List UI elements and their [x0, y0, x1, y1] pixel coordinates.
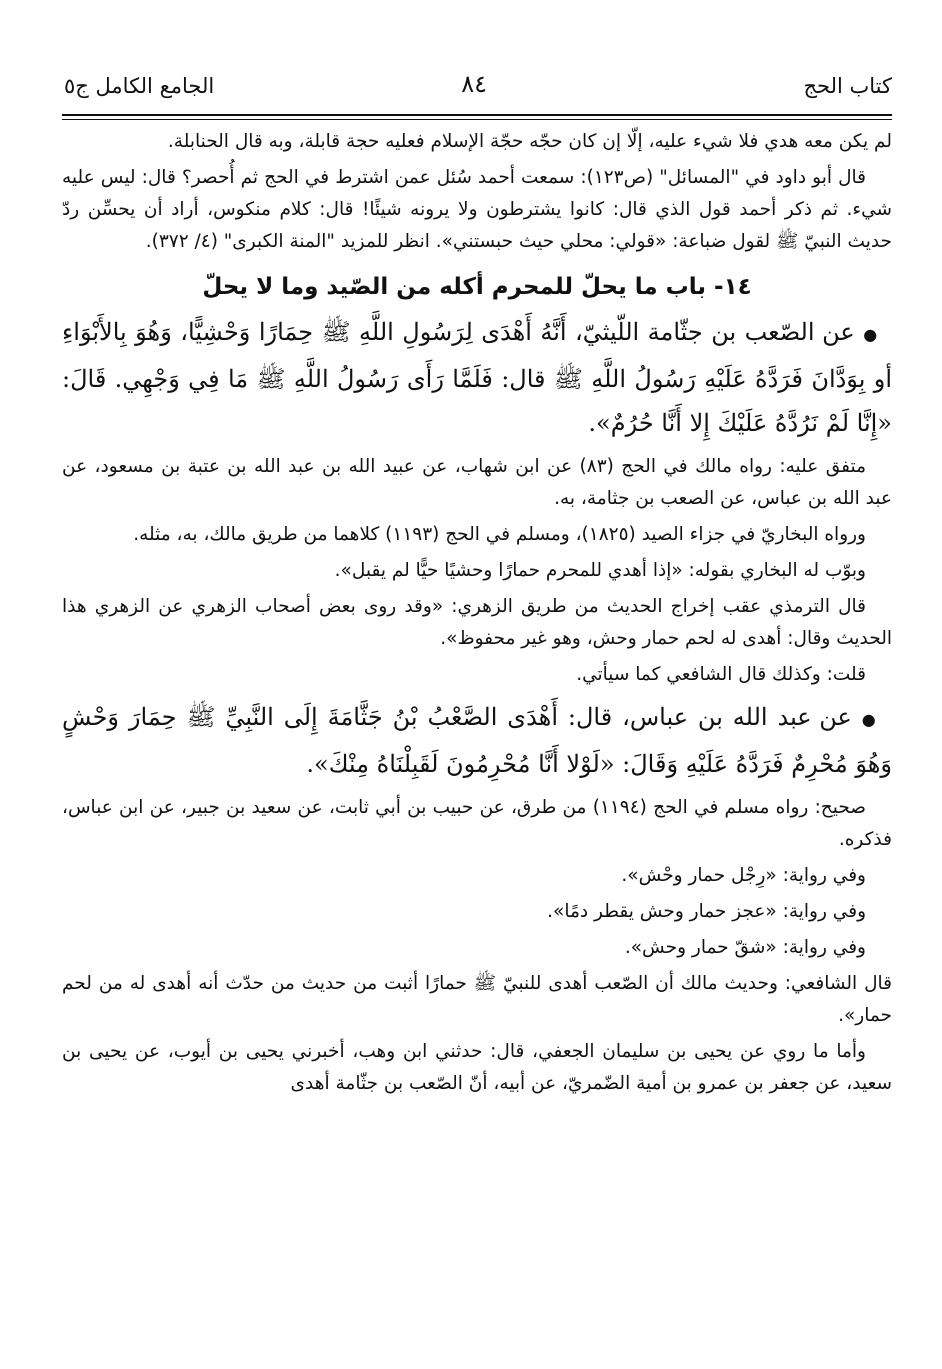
- hadith-text: [62, 310, 892, 445]
- header-rule-thin: [62, 119, 892, 120]
- hadith-body: عن الصّعب بن جثّامة اللّيثيّ، أَنَّهُ أَهْدَى لِرَسُولِ اللَّهِ ﷺ حِمَارًا وَحْشِيًّا، وَهُوَ بِالأَبْوَاءِ أو بِوَدَّانَ فَرَدَّهُ عَلَيْهِ رَسُولُ اللَّهِ ﷺ قال: فَلَمَّا رَأَى رَسُولُ اللَّهِ ﷺ مَا فِي وَجْهِي. قَالَ: «إِنَّا لَمْ نَرُدَّهُ عَلَيْكَ إِلا أَنَّا حُرُمٌ».: [62, 318, 892, 437]
- paragraph: قال الترمذي عقب إخراج الحديث من طريق الزهري: «وقد روى بعض أصحاب الزهري عن الزهري هذا الحديث وقال: أهدى له لحم حمار وحش، وهو غير محفوظ».: [62, 596, 892, 649]
- paragraph: وفي رواية: «شقّ حمار وحش».: [624, 937, 866, 958]
- header-rule: [62, 114, 892, 116]
- paragraph: صحيح: رواه مسلم في الحج (١١٩٤) من طرق، عن حبيب بن أبي ثابت، عن سعيد بن جبير، عن ابن عباس، فذكره.: [62, 797, 892, 850]
- page-body: [62, 126, 892, 1104]
- hadith-text: [62, 695, 892, 786]
- paragraph: قلت: وكذلك قال الشافعي كما سيأتي.: [576, 664, 866, 685]
- paragraph: ورواه البخاريّ في جزاء الصيد (١٨٢٥)، ومسلم في الحج (١١٩٣) كلاهما من طريق مالك، به، مثله.: [133, 524, 866, 545]
- paragraph: قال الشافعي: وحديث مالك أن الصّعب أهدى للنبيّ ﷺ حمارًا أثبت من حديث من حدّث أنه أهدى له من لحم حمار».: [62, 973, 892, 1026]
- bullet-icon: ●: [863, 325, 878, 344]
- paragraph: وفي رواية: «رِجْل حمار وحْش».: [621, 865, 866, 886]
- chapter-heading: ١٤- باب ما يحلّ للمحرم أكله من الصّيد وما لا يحلّ: [202, 274, 752, 300]
- bullet-icon: ●: [861, 710, 878, 729]
- paragraph: قال أبو داود في "المسائل" (ص١٢٣): سمعت أحمد سُئل عمن اشترط في الحج ثم أُحصر؟ قال: ليس عليه شيء. ثم ذكر أحمد قول الذي قال: كانوا يشترطون ولا يرونه شيئًا! قال: كلام منكوس، أراد أن يحسِّن ردّ حديث النبيّ ﷺ لقول ضباعة: «قولي: محلي حيث حبستني». انظر للمزيد "المنة الكبرى" (٤/ ٣٧٢).: [62, 167, 892, 252]
- book-title-left: الجامع الكامل ج٥: [64, 74, 215, 98]
- paragraph: وبوّب له البخاري بقوله: «إذا أهدي للمحرم حمارًا وحشيًا حيًّا لم يقبل».: [334, 560, 866, 581]
- page-header: [64, 70, 892, 106]
- book-title-right: كتاب الحج: [803, 74, 892, 98]
- paragraph: لم يكن معه هدي فلا شيء عليه، إلّا إن كان حجّه حجّة الإسلام فعليه حجة قابلة، وبه قال الحنابلة.: [167, 131, 892, 152]
- paragraph: وأما ما روي عن يحيى بن سليمان الجعفي، قال: حدثني ابن وهب، أخبرني يحيى بن أيوب، عن يحيى بن سعيد، عن جعفر بن عمرو بن أمية الضّمريّ، عن أبيه، أنّ الصّعب بن جثّامة أهدى: [62, 1041, 892, 1094]
- hadith-body: عن عبد الله بن عباس، قال: أَهْدَى الصَّعْبُ بْنُ جَثَّامَةَ إِلَى النَّبِيِّ ﷺ حِمَارَ وَحْشٍ وَهُوَ مُحْرِمٌ فَرَدَّهُ عَلَيْهِ وَقَالَ: «لَوْلا أَنَّا مُحْرِمُونَ لَقَبِلْنَاهُ مِنْكَ».: [62, 703, 892, 778]
- paragraph: وفي رواية: «عجز حمار وحش يقطر دمًا».: [547, 901, 866, 922]
- page-number: ٨٤: [461, 70, 487, 98]
- paragraph: متفق عليه: رواه مالك في الحج (٨٣) عن ابن شهاب، عن عبيد الله بن عبد الله بن عتبة بن مسعود، عن عبد الله بن عباس، عن الصعب بن جثامة، به.: [62, 456, 892, 509]
